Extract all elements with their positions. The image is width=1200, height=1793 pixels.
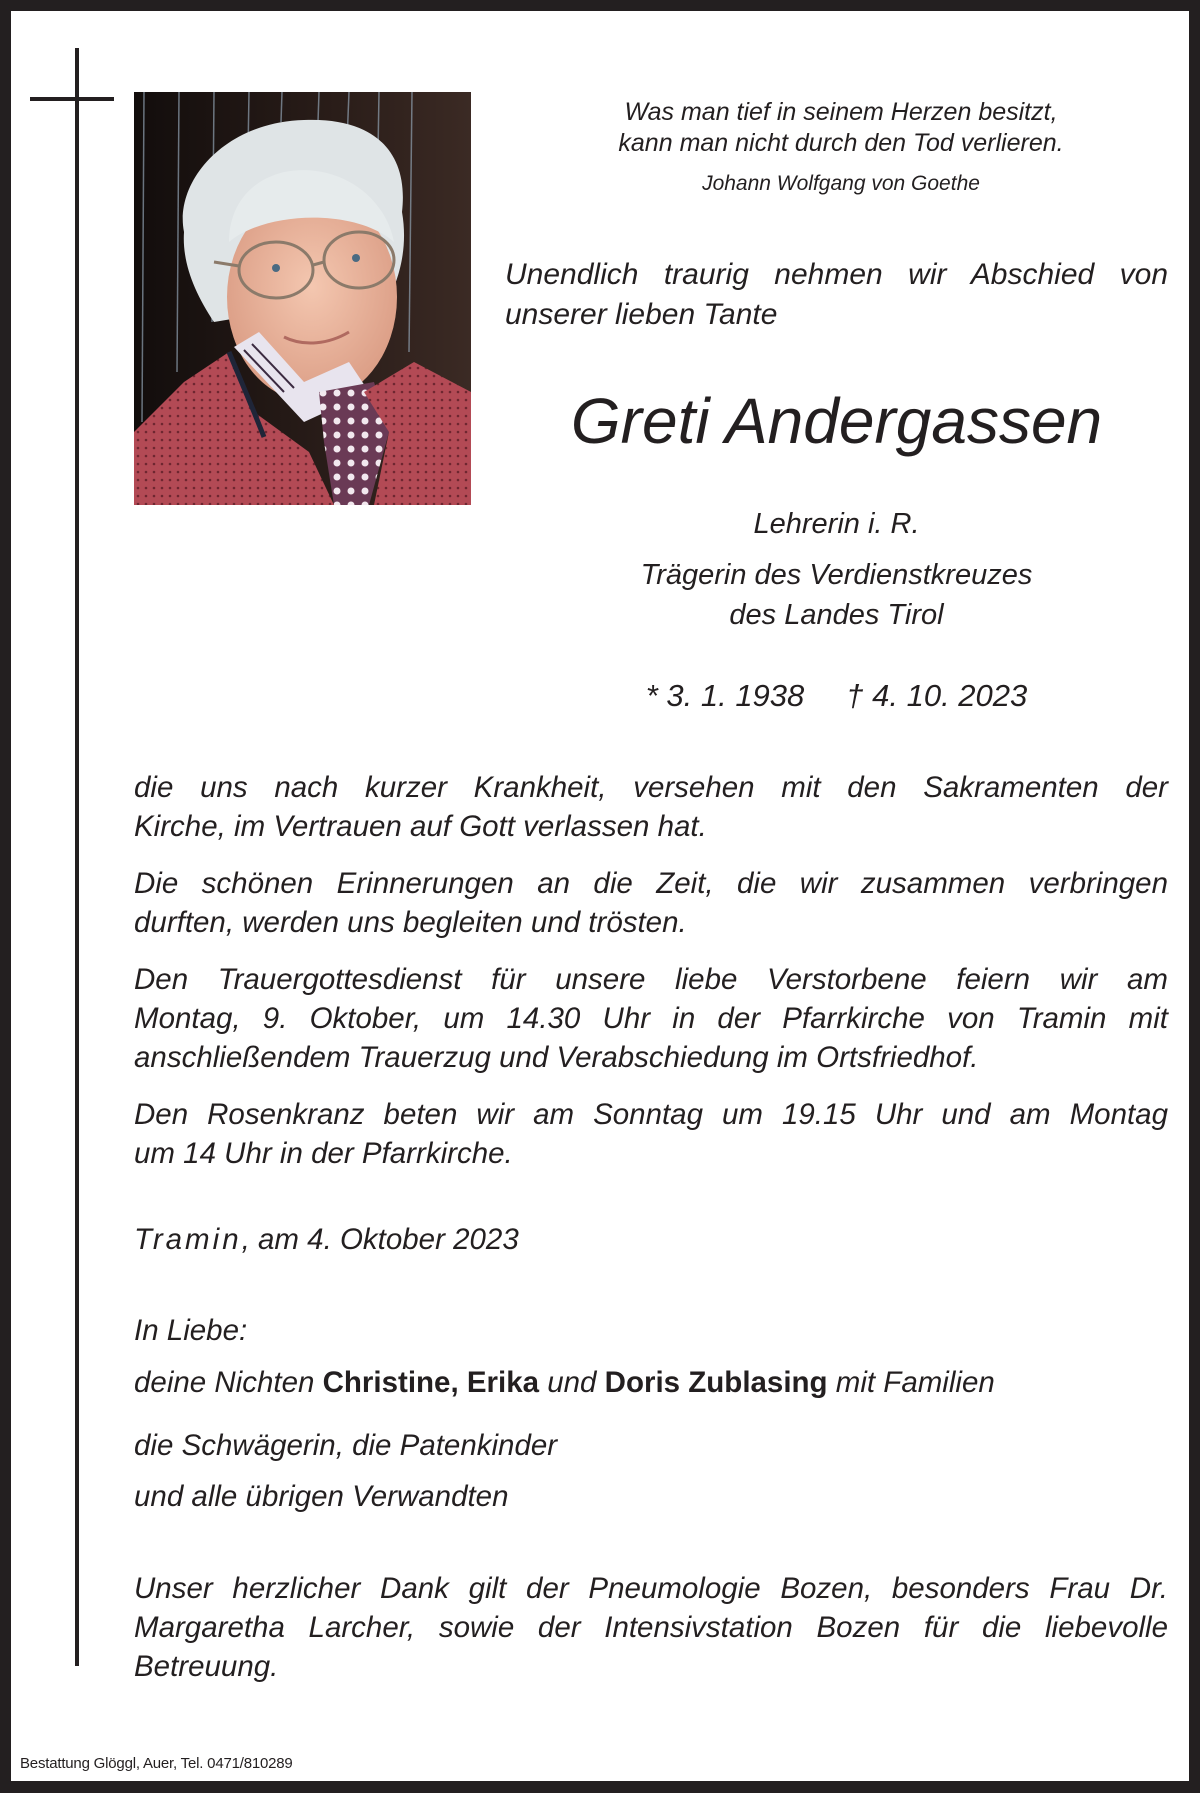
paragraph-line: Die schönen Erinnerungen an die Zeit, die wir zusammen verbringen [134, 867, 1168, 900]
paragraph-line: anschließendem Trauerzug und Verabschiedung im Ortsfriedhof. [134, 1041, 979, 1074]
obituary-page [11, 11, 1189, 1781]
title-award-line-1: Trägerin des Verdienstkreuzes [640, 559, 1033, 591]
paragraph-line: um 14 Uhr in der Pfarrkirche. [134, 1137, 513, 1170]
death-date: † 4. 10. 2023 [846, 678, 1028, 713]
intro-line-1: Unendlich traurig nehmen wir Abschied von [505, 258, 1168, 291]
paragraph-line: Kirche, im Vertrauen auf Gott verlassen hat. [134, 810, 707, 843]
cross-icon-horizontal-bar [30, 97, 114, 101]
paragraph-rosary [134, 1095, 1168, 1173]
deceased-name: Greti Andergassen [570, 385, 1103, 457]
paragraph-passing [134, 768, 1168, 846]
quote-line-1: Was man tief in seinem Herzen besitzt, [624, 98, 1058, 126]
place-date [134, 1223, 519, 1257]
paragraph-thanks [134, 1569, 1168, 1686]
title-award-line-2: des Landes Tirol [729, 599, 944, 631]
nieces-and: und [539, 1366, 605, 1399]
quote-line-2: kann man nicht durch den Tod verlieren. [618, 129, 1064, 157]
paragraph-line: Margaretha Larcher, sowie der Intensivstation Bozen für die liebevolle [134, 1611, 1168, 1644]
quote-author: Johann Wolfgang von Goethe [702, 172, 980, 195]
paragraph-line: Den Rosenkranz beten wir am Sonntag um 19.15 Uhr und am Montag [134, 1098, 1168, 1131]
paragraph-line: durften, werden uns begleiten und trösten. [134, 906, 687, 939]
paragraph-line: Unser herzlicher Dank gilt der Pneumologie Bozen, besonders Frau Dr. [134, 1572, 1168, 1605]
life-dates [505, 678, 1168, 714]
mourners-heading: In Liebe: [134, 1314, 248, 1347]
quote [551, 97, 1131, 159]
paragraph-line: Den Trauergottesdienst für unsere liebe Verstorbene feiern wir am [134, 963, 1168, 996]
paragraph-memories [134, 864, 1168, 942]
intro-line-2: unserer lieben Tante [505, 298, 778, 331]
intro-text [505, 255, 1168, 335]
nieces-names: Christine, Erika [322, 1366, 540, 1399]
title-profession: Lehrerin i. R. [753, 508, 920, 540]
portrait-photo [134, 92, 471, 505]
paragraph-funeral-service [134, 960, 1168, 1077]
paragraph-line: Montag, 9. Oktober, um 14.30 Uhr in der Pfarrkirche von Tramin mit [134, 1002, 1168, 1035]
mourners-nieces [134, 1366, 995, 1400]
mourners-sister-in-law: die Schwägerin, die Patenkinder [134, 1429, 558, 1462]
portrait-illustration [134, 92, 471, 505]
funeral-home-footer: Bestattung Glöggl, Auer, Tel. 0471/810289 [20, 1755, 293, 1772]
paragraph-line: die uns nach kurzer Krankheit, versehen mit den Sakramenten der [134, 771, 1168, 804]
mourners-relatives: und alle übrigen Verwandten [134, 1480, 509, 1513]
cross-icon-vertical-bar [75, 48, 79, 1666]
paragraph-line: Betreuung. [134, 1650, 279, 1683]
birth-date: * 3. 1. 1938 [645, 678, 805, 713]
nieces-suffix: mit Familien [827, 1366, 995, 1399]
date: , am 4. Oktober 2023 [241, 1223, 519, 1256]
place: Tramin [134, 1223, 242, 1256]
nieces-prefix: deine Nichten [134, 1366, 323, 1399]
nieces-names: Doris Zublasing [604, 1366, 828, 1399]
